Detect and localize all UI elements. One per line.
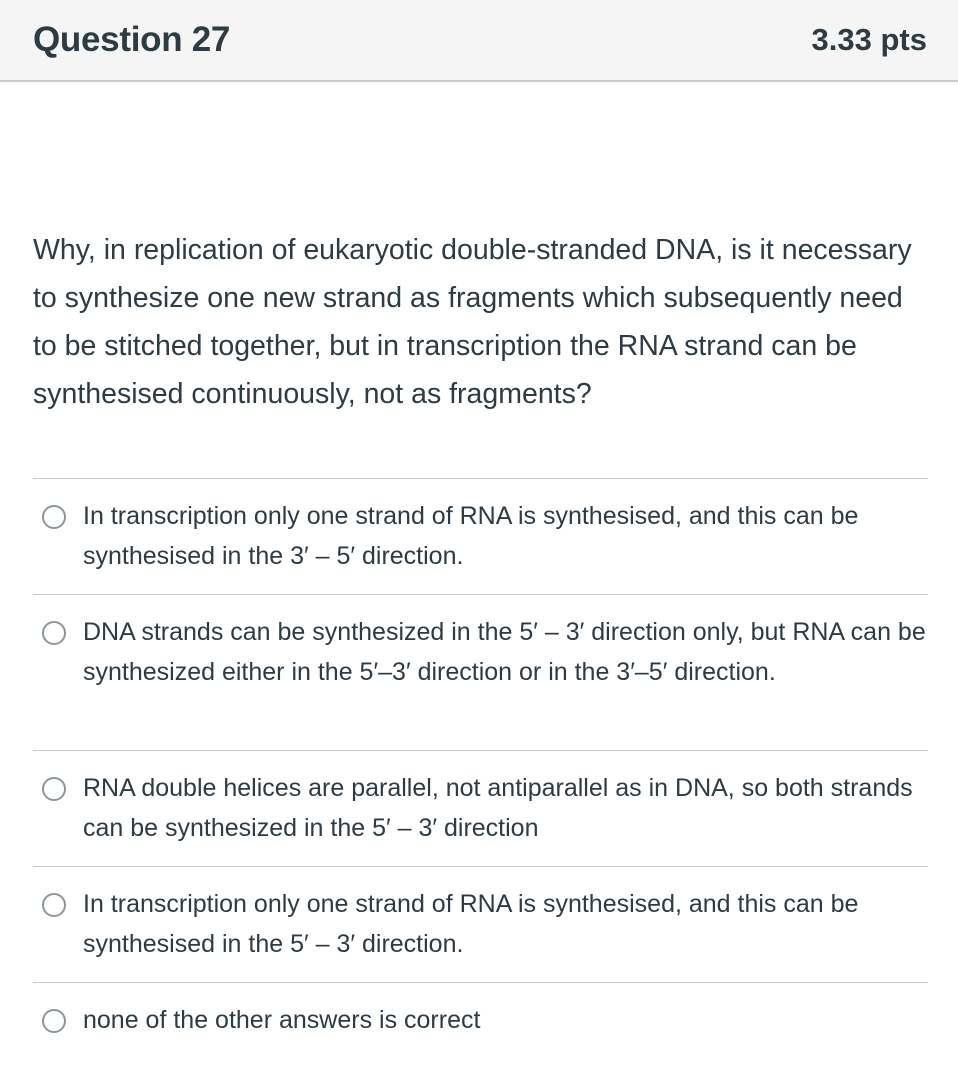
question-points: 3.33 pts bbox=[811, 22, 927, 57]
radio-button-4[interactable] bbox=[42, 893, 66, 917]
answer-option-4[interactable] bbox=[33, 866, 928, 982]
answer-list bbox=[33, 478, 928, 1062]
radio-button-3[interactable] bbox=[42, 777, 66, 801]
radio-button-2[interactable] bbox=[42, 621, 66, 645]
answer-option-2[interactable] bbox=[33, 594, 928, 750]
question-title: Question 27 bbox=[33, 20, 231, 59]
answer-option-3[interactable] bbox=[33, 750, 928, 866]
answer-label-1[interactable]: In transcription only one strand of RNA is synthesised, and this can be synthesised in the 3′ – 5′ direction. bbox=[83, 502, 859, 570]
answer-label-4[interactable]: In transcription only one strand of RNA is synthesised, and this can be synthesised in the 5′ – 3′ direction. bbox=[83, 890, 859, 958]
answer-option-1[interactable] bbox=[33, 478, 928, 594]
answer-label-3[interactable]: RNA double helices are parallel, not antiparallel as in DNA, so both strands can be synthesized in the 5′ – 3′ direction bbox=[83, 774, 913, 842]
answer-label-5[interactable]: none of the other answers is correct bbox=[83, 1006, 481, 1034]
question-text: Why, in replication of eukaryotic double-stranded DNA, is it necessary to synthesize one new strand as fragments which subsequently need to be stitched together, but in transcription the RNA strand can be synthesised continuously, not as fragments? bbox=[33, 234, 912, 410]
radio-button-1[interactable] bbox=[42, 505, 66, 529]
answer-label-2[interactable]: DNA strands can be synthesized in the 5′ – 3′ direction only, but RNA can be synthesized either in the 5′–3′ direction or in the 3′–5′ direction. bbox=[83, 618, 926, 686]
question-body bbox=[0, 82, 958, 442]
answer-option-5[interactable] bbox=[33, 982, 928, 1062]
radio-button-5[interactable] bbox=[42, 1009, 66, 1033]
